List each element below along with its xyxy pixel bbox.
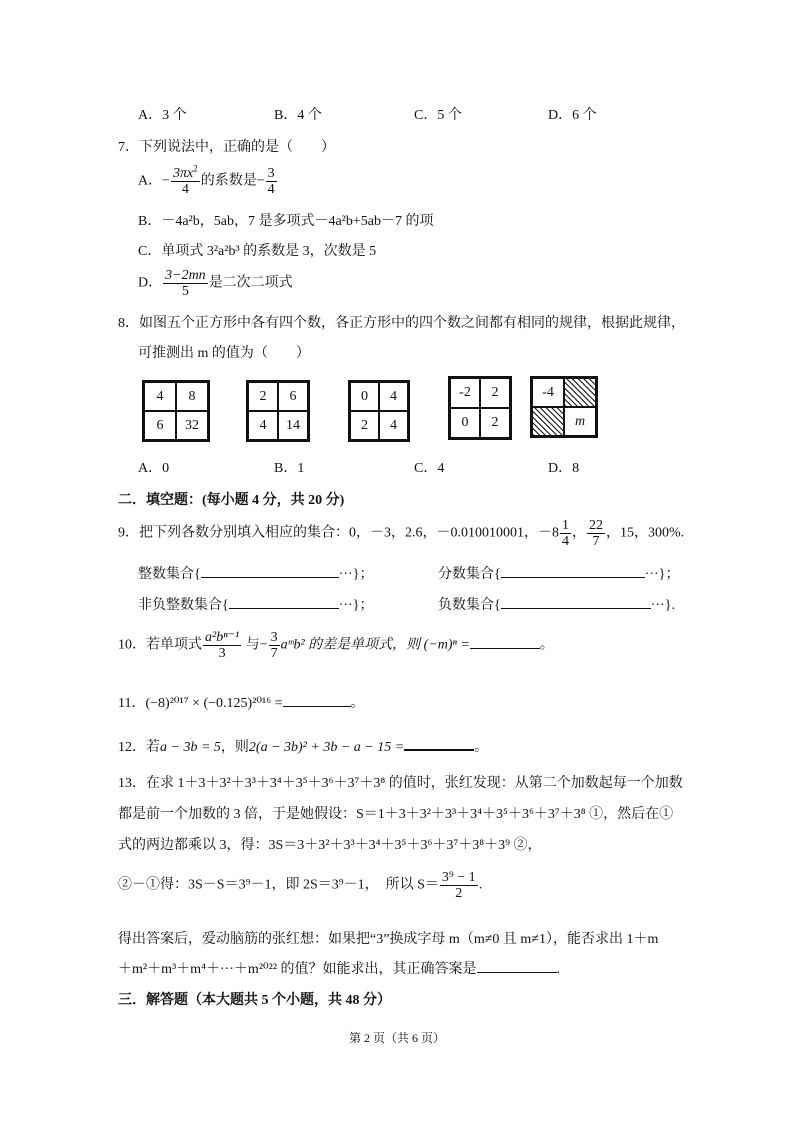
- square-cell: 2: [480, 408, 510, 438]
- square-cell-m: m: [564, 407, 596, 436]
- q7-option-b: B．－4a²b，5ab，7 是多项式－4a²b+5ab－7 的项: [138, 214, 434, 229]
- answer-blank[interactable]: [501, 577, 645, 578]
- answer-blank[interactable]: [477, 972, 557, 973]
- q6-option-b: B．4 个: [274, 108, 322, 123]
- hatched-cell: [564, 378, 596, 407]
- answer-blank[interactable]: [283, 706, 351, 707]
- square-cell: 2: [350, 411, 379, 440]
- section-2-heading: 二．填空题：(每小题 4 分，共 20 分): [118, 493, 345, 508]
- square-cell: 32: [176, 411, 208, 440]
- q12: 12．若a − 3b = 5，则2(a − 3b)² + 3b − a − 15 = 。: [118, 740, 489, 755]
- answer-blank[interactable]: [470, 648, 540, 649]
- hatched-cell: [532, 407, 564, 436]
- square-cell: 14: [278, 411, 308, 440]
- q8-square-4: [448, 376, 512, 440]
- q8-option-d: D．8: [548, 461, 580, 476]
- q8-square-3: [348, 380, 410, 442]
- answer-blank[interactable]: [201, 577, 339, 578]
- q8-option-b: B．1: [274, 461, 305, 476]
- square-cell: -4: [532, 378, 564, 407]
- q7-option-a: A．− $\frac{3\pi x^2}{4}$ 的系数是− $\frac{3}{4}$: [138, 163, 275, 197]
- q7-option-d: D． $\frac{3-2mn}{5}$ 是二次二项式: [138, 268, 293, 299]
- answer-blank[interactable]: [229, 608, 339, 609]
- q8-square-2: [246, 380, 310, 442]
- q9-negative-set: 负数集合{ ···}.: [438, 598, 675, 613]
- square-cell: 4: [379, 382, 408, 411]
- q9-fraction-set: 分数集合{ ···}；: [438, 567, 680, 582]
- square-cell: 2: [248, 382, 278, 411]
- q13-line4: ②－①得：3S－S＝3⁹－1，即 2S＝3⁹－1， 所以 S＝ $\frac{\text{3⁹ − 1}}{2}$ .: [118, 870, 483, 901]
- q6-option-d: D．6 个: [548, 108, 597, 123]
- square-cell: 4: [144, 382, 176, 411]
- q6-option-a: A．3 个: [138, 108, 187, 123]
- answer-blank[interactable]: [501, 608, 651, 609]
- q13-line5: 得出答案后，爱动脑筋的张红想：如果把“3”换成字母 m（m≠0 且 m≠1），能否求出 1＋m: [118, 932, 659, 947]
- page-footer: 第 2 页（共 6 页）: [348, 1031, 445, 1045]
- q13-line1: 13．在求 1＋3＋3²＋3³＋3⁴＋3⁵＋3⁶＋3⁷＋3⁸ 的值时，张红发现：从第二个加数起每一个加数: [118, 776, 683, 791]
- square-cell: -2: [450, 378, 480, 408]
- q9-integer-set: 整数集合{ ···}；: [138, 567, 374, 582]
- q13-line6: ＋m²＋m³＋m⁴＋···＋m²⁰²² 的值？如能求出，其正确答案是 .: [118, 962, 561, 977]
- q13-line3: 式的两边都乘以 3，得：3S＝3＋3²＋3³＋3⁴＋3⁵＋3⁶＋3⁷＋3⁸＋3⁹ ②，: [118, 838, 542, 853]
- answer-blank[interactable]: [404, 749, 474, 751]
- square-cell: 6: [144, 411, 176, 440]
- square-cell: 2: [480, 378, 510, 408]
- q9-nonneg-int-set: 非负整数集合{ ···}；: [138, 598, 374, 613]
- q9-stem: 9．把下列各数分别填入相应的集合：0，－3，2.6，－0.010010001，－8 $\frac{1}{4}$ ， $\frac{22}{7}$ ，15，300%.: [118, 518, 685, 549]
- square-cell: 6: [278, 382, 308, 411]
- q8-line1: 8．如图五个正方形中各有四个数，各正方形中的四个数之间都有相同的规律，根据此规律，: [118, 316, 685, 331]
- q10: 10．若单项式 $\frac{\text{a²bⁿ⁻¹}}{3}$ 与− $\frac{3}{7}$ aᵐb² 的差是单项式，则 (−m)ⁿ = 。: [118, 630, 554, 661]
- q8-line2: 可推测出 m 的值为（ ）: [138, 346, 310, 361]
- q8-option-c: C．4: [414, 461, 445, 476]
- q7-stem: 7．下列说法中，正确的是（ ）: [118, 140, 335, 155]
- q8-square-1: [142, 380, 210, 442]
- q6-option-c: C．5 个: [414, 108, 462, 123]
- square-cell: 0: [450, 408, 480, 438]
- square-cell: 8: [176, 382, 208, 411]
- square-cell: 4: [248, 411, 278, 440]
- q8-square-5: [530, 376, 598, 438]
- q7-option-c: C．单项式 3²a²b³ 的系数是 3，次数是 5: [138, 244, 377, 259]
- square-cell: 0: [350, 382, 379, 411]
- section-3-heading: 三．解答题（本大题共 5 个小题，共 48 分）: [118, 993, 391, 1008]
- q13-line2: 都是前一个加数的 3 倍，于是她假设：S＝1＋3＋3²＋3³＋3⁴＋3⁵＋3⁶＋3⁷＋3⁸ ①，然后在①: [118, 807, 674, 822]
- square-cell: 4: [379, 411, 408, 440]
- q8-option-a: A．0: [138, 461, 170, 476]
- q11: 11．(−8)²⁰¹⁷ × (−0.125)²⁰¹⁶ = 。: [118, 696, 365, 711]
